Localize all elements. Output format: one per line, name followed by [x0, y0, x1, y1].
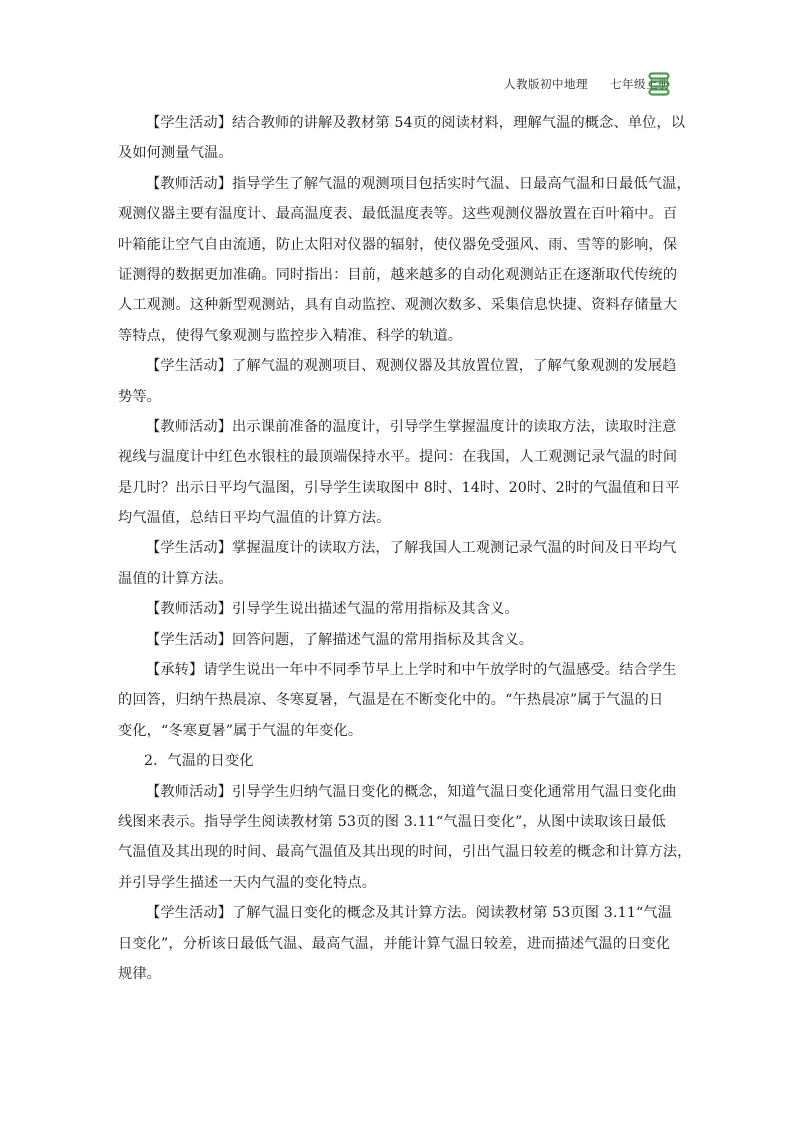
text-line: 等特点，使得气象观测与监控步入精准、科学的轨道。	[118, 327, 463, 344]
text-line: 【教师活动】引导学生归纳气温日变化的概念，知道气温日变化通常用气温日变化曲	[146, 783, 677, 800]
text-line: 【学生活动】了解气温的观测项目、观测仪器及其放置位置，了解气象观测的发展趋	[146, 358, 677, 375]
text-line: 并引导学生描述一天内气温的变化特点。	[118, 874, 377, 891]
publisher-label: 人教版初中地理	[504, 77, 588, 91]
text-line: 人工观测。这种新型观测站，具有自动监控、观测次数多、采集信息快捷、资料存储量大	[118, 297, 678, 314]
text-line: 均气温值，总结日平均气温值的计算方法。	[118, 510, 391, 527]
text-line: 温值的计算方法。	[118, 570, 233, 587]
text-line: 【学生活动】回答问题，了解描述气温的常用指标及其含义。	[146, 631, 534, 648]
book-stack-icon	[648, 72, 670, 96]
text-line: 【学生活动】掌握温度计的读取方法，了解我国人工观测记录气温的时间及日平均气	[146, 540, 677, 557]
text-line: 变化，“冬寒夏暑”属于气温的年变化。	[118, 722, 363, 739]
text-line: 线图来表示。指导学生阅读教材第 53页的图 3.11“气温日变化”，从图中读取该日最低	[118, 813, 666, 830]
text-line: 势等。	[118, 388, 162, 405]
text-line: 【教师活动】出示课前准备的温度计，引导学生掌握温度计的读取方法，读取时注意	[146, 418, 677, 435]
text-line: 叶箱能让空气自由流通，防止太阳对仪器的辐射，使仪器免受强风、雨、雪等的影响，保	[118, 236, 678, 253]
text-line: 观测仪器主要有温度计、最高温度表、最低温度表等。这些观测仪器放置在百叶箱中。百	[118, 206, 678, 223]
text-line: 是几时？出示日平均气温图，引导学生读取图中 8时、14时、20时、2时的气温值和日平	[118, 479, 680, 496]
text-line: 【承转】请学生说出一年中不同季节早上上学时和中午放学时的气温感受。结合学生	[146, 662, 677, 679]
text-line: 【教师活动】指导学生了解气温的观测项目包括实时气温、日最高气温和日最低气温，	[146, 175, 691, 192]
text-line: 日变化”，分析该日最低气温、最高气温，并能计算气温日较差，进而描述气温的日变化	[118, 935, 671, 952]
text-line: 气温值及其出现的时间、最高气温值及其出现的时间，引出气温日较差的概念和计算方法，	[118, 844, 692, 861]
page-header	[504, 76, 670, 92]
text-line: 【学生活动】了解气温日变化的概念及其计算方法。阅读教材第 53页图 3.11“气温	[146, 905, 673, 922]
text-line: 的回答，归纳午热晨凉、冬寒夏暑，气温是在不断变化中的。“午热晨凉”属于气温的日	[118, 692, 664, 709]
section-heading: 2．气温的日变化	[144, 753, 254, 770]
text-line: 【教师活动】引导学生说出描述气温的常用指标及其含义。	[146, 601, 519, 618]
text-line: 及如何测量气温。	[118, 145, 233, 162]
lesson-body	[118, 108, 692, 989]
text-line: 证测得的数据更加准确。同时指出：目前，越来越多的自动化观测站正在逐渐取代传统的	[118, 266, 678, 283]
text-line: 视线与温度计中红色水银柱的最顶端保持水平。提问：在我国，人工观测记录气温的时间	[118, 449, 678, 466]
text-line: 【学生活动】结合教师的讲解及教材第 54页的阅读材料，理解气温的概念、单位，以	[146, 115, 686, 131]
text-line: 规律。	[118, 965, 162, 982]
grade-label: 七年级上册	[610, 77, 670, 91]
